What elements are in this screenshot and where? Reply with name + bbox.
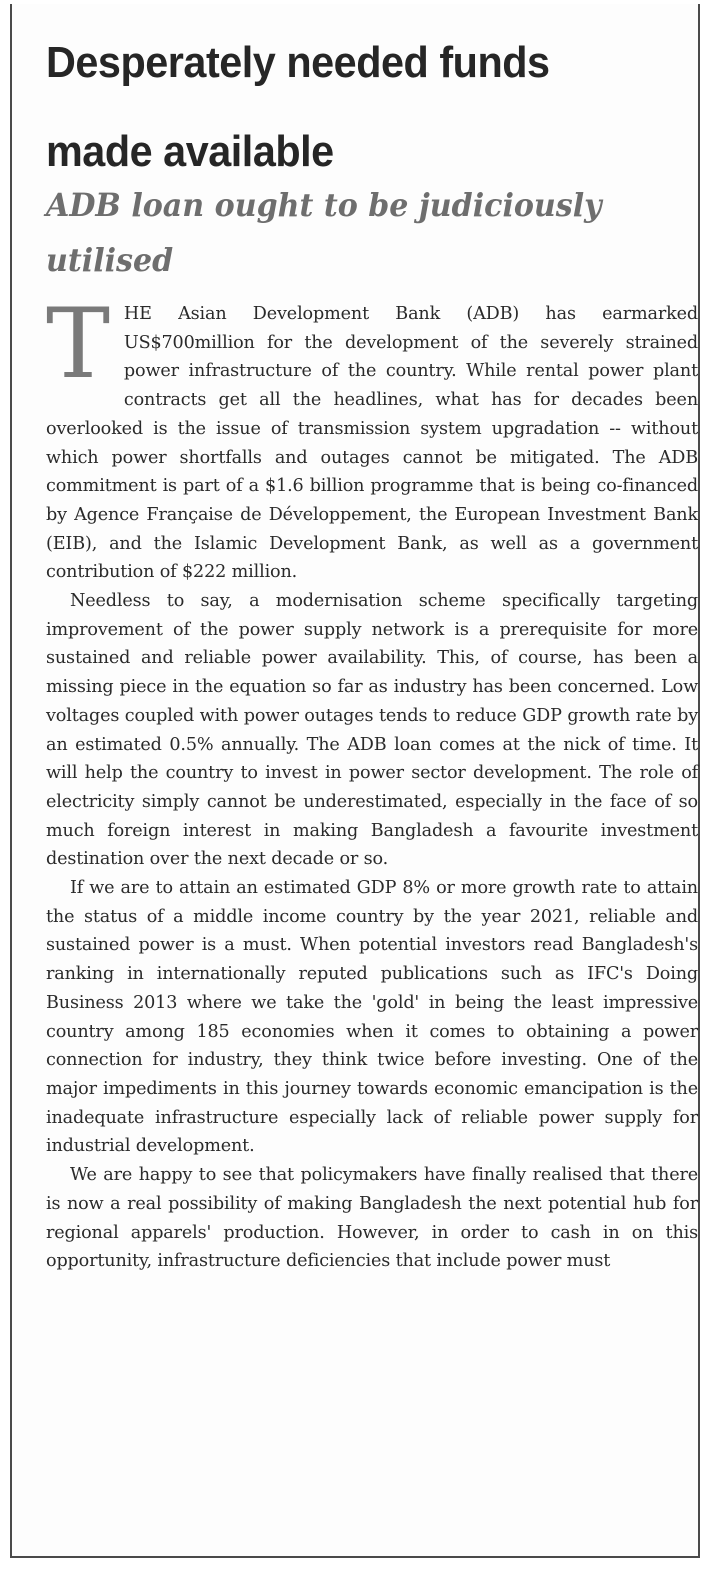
paragraph-2: Needless to say, a modernisation scheme specifically targeting improvement of the power supply network is a prerequisite for more sustained and reliable power availability. This, of course, has been a missing piece in the equation so far as industry has been concerned. Low voltages coupled with power outages tends to reduce GDP growth rate by an estimated 0.5% annually. The ADB loan comes at the nick of time. It will help the country to invest in power sector development. The role of electricity simply cannot be underestimated, especially in the face of so much foreign interest in making Bangladesh a favourite investment destination over the next decade or so. <box>46 591 698 870</box>
paragraph-1 <box>46 288 698 587</box>
paragraph-1-text: HE Asian Development Bank (ADB) has earmarked US$700million for the development of the severely strained power infrastructure of the country. While rental power plant contracts get all the headlines, what has for decades been overlooked is the issue of transmission system upgradation -- without which power shortfalls and outages cannot be mitigated. The ADB commitment is part of a $1.6 billion programme that is being co-financed by Agence Française de Développement, the European Investment Bank (EIB), and the Islamic Development Bank, as well as a government contribution of $222 million. <box>46 304 698 583</box>
article-frame <box>10 4 700 1558</box>
drop-cap: T <box>46 288 110 400</box>
headline: Desperately needed funds made available <box>46 38 550 176</box>
paragraph-3: If we are to attain an estimated GDP 8% or more growth rate to attain the status of a middle income country by the year 2021, reliable and sustained power is a must. When potential investors read Bangladesh's ranking in internationally reputed publications such as IFC's Doing Business 2013 where we take the 'gold' in being the least impressive country among 185 economies when it comes to obtaining a power connection for industry, they think twice before investing. One of the major impediments in this journey towards economic emancipation is the inadequate infrastructure especially lack of reliable power supply for industrial development. <box>46 878 698 1157</box>
article-body <box>46 288 698 1276</box>
paragraph-4: We are happy to see that policymakers have finally realised that there is now a real possibility of making Bangladesh the next potential hub for regional apparels' production. However, in order to cash in on this opportunity, infrastructure deficiencies that include power must <box>46 1165 698 1272</box>
subheadline: ADB loan ought to be judiciously utilised <box>46 186 602 279</box>
